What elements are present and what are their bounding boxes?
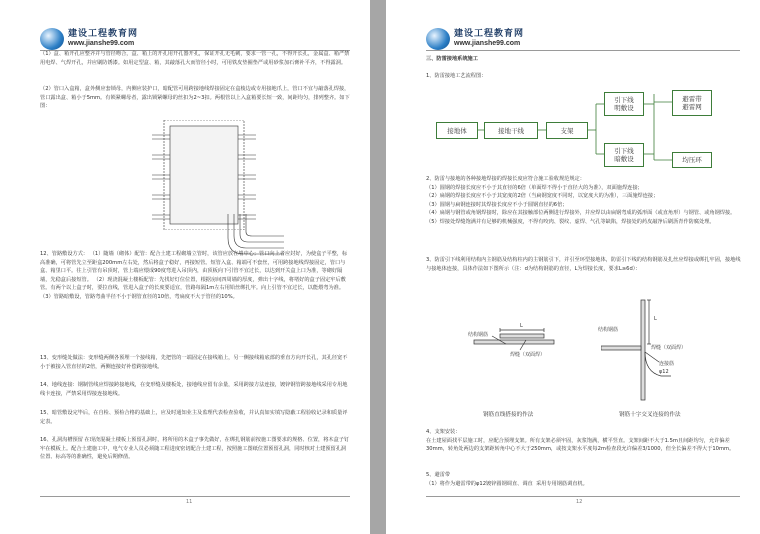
paragraph: （2）管口入盒箱，盒外侧应套锁母，内侧应装护口，暗配管可用跨接地线焊接固定在盒棱边或专用接地爪上，管口不宜与敲落孔焊接，管口露出盒、箱小于5mm。有锁紧螺母者，露出锁紧螺母的丝扣为2~3扣。两根管以上入盒箱要长短一致，间距均匀，排列整齐。如下图： [40,86,350,110]
flow-box-equalizing-ring: 均压环 [672,152,712,168]
logo-url: www.jianshe99.com [68,40,135,48]
paragraph: 3、防雷引下线利用结构内主钢筋及结构柱内的主钢筋引下，并引至环型接地体，防雷引下线的结构钢筋及扎丝应焊接或绑扎牢固，接地线与接地体连接，具体作法如下图所示（注：d为结构钢筋的直径，L为焊接长度，要求L≥6d）： [426,257,741,272]
footer-rule [40,496,350,497]
paragraph: 4、支架安装： 在土建屋面找平层施工时，应配合预埋支架。所有支架必须牢固，灰浆饱满，横平竖直。支架间距不大于1.5m且间距均匀，允许偏差30mm，转角处两边的支架距转角中心不大于250mm，或按支架水平度每2m检查段允许偏差3/1000，但全长偏差不得大于10mm。 [426,429,735,453]
footer-rule [426,496,740,497]
document-page-left [0,0,370,534]
page-number: 12 [576,499,583,505]
header-rule [426,50,740,51]
logo [426,28,524,50]
page-gutter [370,0,386,534]
fig2-caption: 钢筋十字交叉连接的作法 [619,412,681,418]
fig2-label-weld: 焊缝（双面焊） [651,345,687,351]
globe-logo-icon [426,28,450,50]
flow-box-earth-electrode: 接地体 [436,122,478,139]
rebar-cross-figure [601,296,701,406]
flow-box-downlead-exposed: 引下线 明敷设 [604,92,644,116]
page-number: 11 [186,499,193,505]
flow-box-support: 支架 [546,122,588,139]
paragraph: （1）盒、箱开孔应整齐并与管径吻合，盒、箱上的开孔用开孔器开孔，保证开孔无毛刺，要求一管一孔，不得开长孔，金属盒、箱严禁用电焊、气焊开孔，并应刷防锈漆。如用定型盒、箱，其敲落孔大而管径小时，可用铁皮垫圈垫严或用砂浆加石膏补平齐，不得露洞。 [40,51,350,66]
paragraph: 13、变形缝处做法：变形缝两侧各预埋一个接线箱，先把管的一端固定在接线箱上，另一侧接线箱底部的垂直方向开长孔，其孔径宽不小于被接入管直径的2倍，两侧连接好补偿跨接地线。 [40,355,348,370]
fig1-label-length: L [520,323,523,329]
fig2-label-diameter: φ12 [659,369,669,375]
fig2-label-rebar: 结构钢筋 [598,327,619,333]
flow-box-downlead-concealed: 引下线 暗敷设 [604,143,644,167]
section-title: 三、防雷接地系统施工 [426,56,478,62]
logo-name: 建设工程教育网 [454,29,525,40]
paragraph: 12、管路敷设方式： （1）随墙（砌体）配管：配合土建工程砌墙立管时，该管应放在墙中心；管口向上者应封好，为使盒子平整，标高准确，可将管先立至距盒200mm左右处，然后将盒子稳好，再接短管。短管入盒、箱端可不套丝，可用跨接地线焊接固定，管口与盒、箱里口平。往上引管有吊顶时，管上端应煨成90度弯进入吊顶内，由顶板向下引管不宜过长，以达到开关盒上口为准，等砌好隔墙，先稳盒后接短管。 （2）现浇混凝土楼板配管：先找好灯位位置，根据房间四周墙的厚度，弹出十字线，将堵好的盒子固定牢后敷管。有两个以上盒子时，要拉直线，管进入盒子的长度要适宜，管路每隔1m左右用铅丝绑扎牢。向上引管不宜过长，以能煨弯为准。 （3）管路暗敷设，管路弯曲半径不小于钢管直径的10倍，弯扁度不大于管径的10%。 [40,251,348,300]
step-heading: 1、防雷接地工艺流程图： [426,73,487,79]
flow-box-lightning-belt: 避雷带 避雷网 [672,90,712,116]
paragraph: 14、地线连接：钢制管线应焊接跨接地线，在变形缝及楼板处，接地线应留有余量，采用跨接方法连接，镀锌钢管跨接地线采用专用地线卡连接，严禁采用焊接连接地线。 [40,382,348,397]
paragraph: 5、避雷带 （1）将作为避雷带的φ12镀锌圆钢调直、调直 采用专用钢筋调直机。 [426,472,588,487]
document-page-right [386,0,760,534]
fig2-label-connector: 连接筋 [659,361,675,367]
paragraph: 16、孔洞沟槽预留 在现浇混凝土楼板上预留孔洞时，将所用的木盒子事先做好，在绑扎钢筋前按施工图要求的规格、位置，将木盒子钉牢在模板上。配合土建施工中，电气专业人员必须随工程进度密切配合土建工程，按照施工图纸位置预留孔洞，同时核对土建预留孔洞位置、标高等的准确性，避免后期修凿。 [40,437,350,461]
logo [40,28,138,50]
globe-logo-icon [40,28,64,50]
paragraph: 15、暗管敷设完毕后，在自检、预检合格的基础上，应及时通知业主及监理代表检查验收，并认真如实填写隐蔽工程验收记录和质量评定表。 [40,410,348,425]
fig1-caption: 钢筋直线搭接的作法 [483,412,534,418]
paragraph: 2、防雷与接地的各种接地焊接的焊接长度应符合施工验收规范规定： （1）圆钢的焊接长度应不小于其直径的6倍（单面焊不得小于直径大的为准），双面施焊连接； （2）扁钢的焊接长度应不小于其宽度的2倍（当扁钢宽度不同时，以宽度大的为准），三面施焊连接； （3）圆钢与扁钢连接时其焊接长度应不小于圆钢直径的6倍； （4）扁钢与钢管或角钢焊接时，除应在其接触部位两侧进行焊接外，并应焊以由扁钢弯成的弧形面（或直角形）与钢管、或角钢焊接。 （5）焊接处焊缝饱满并有足够的机械强度，不得有咬肉、裂纹、虚焊、气孔等缺陷，焊接处的药皮敲净后刷沥青作防腐处理。 [426,176,736,225]
fig1-label-rebar: 结构钢筋 [468,332,489,338]
fig1-label-weld: 焊缝（双面焊） [510,352,546,358]
flow-box-earth-trunk: 接地干线 [484,122,538,139]
fig2-label-length: L [654,316,657,322]
rebar-lap-figure [464,300,564,380]
logo-url: www.jianshe99.com [454,40,521,48]
logo-name: 建设工程教育网 [68,29,139,40]
